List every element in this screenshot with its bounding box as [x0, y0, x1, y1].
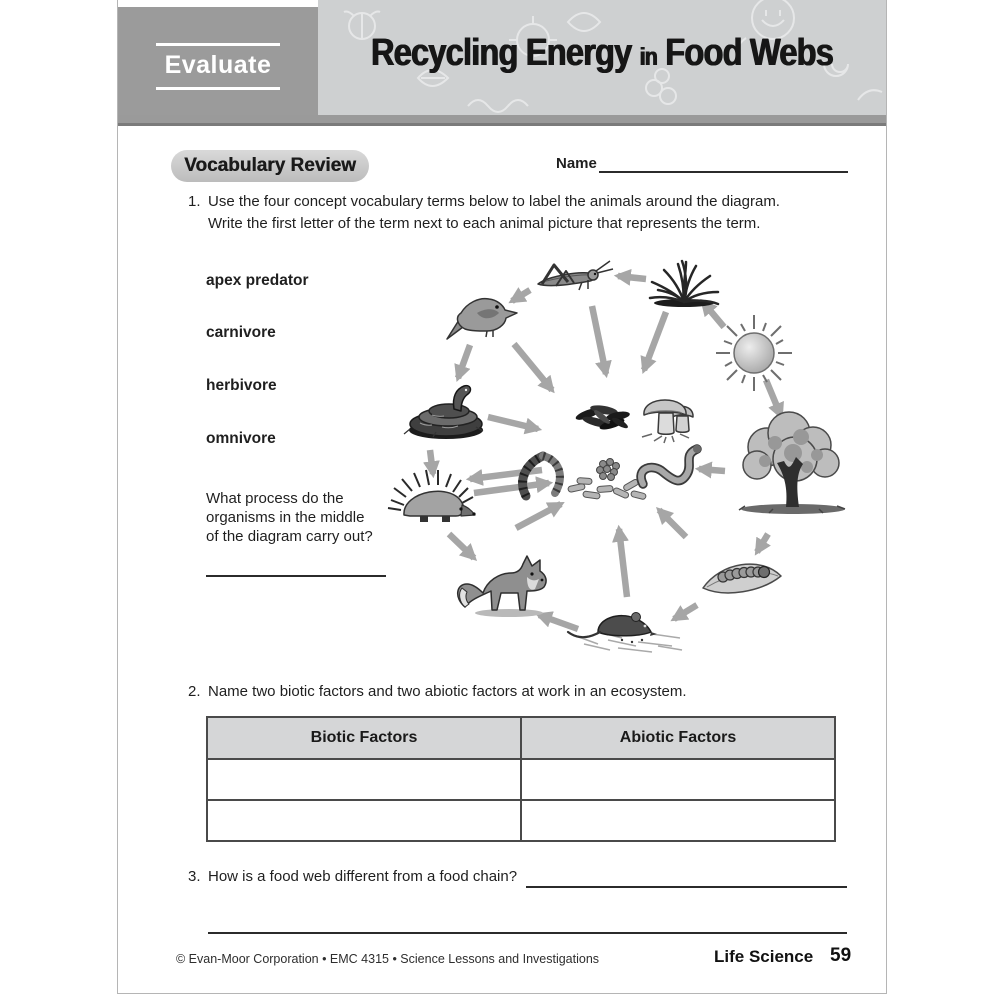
question-2-text: Name two biotic factors and two abiotic factors at work in an ecosystem.: [208, 683, 687, 700]
abiotic-cell-1[interactable]: [521, 759, 835, 800]
biotic-factors-header: Biotic Factors: [207, 717, 521, 759]
biotic-cell-2[interactable]: [207, 800, 521, 841]
leaf-litter-icon: [574, 404, 630, 432]
snake-icon: [404, 386, 483, 439]
question-3-number: 3.: [188, 868, 201, 885]
arrow-grasshopper-decomposers: [592, 306, 606, 374]
caterpillar-on-leaf-icon: [703, 564, 781, 593]
bird-icon: [447, 299, 517, 339]
footer-copyright: © Evan-Moor Corporation • EMC 4315 • Science Lessons and Investigations: [176, 952, 600, 966]
term-herbivore: herbivore: [206, 377, 277, 394]
arrow-hedgehog-decomposers: [474, 483, 549, 493]
mouse-icon: [568, 613, 682, 653]
question-3-answer-line-2[interactable]: [208, 917, 847, 934]
abiotic-cell-2[interactable]: [521, 800, 835, 841]
question-2: [188, 681, 848, 703]
term-omnivore: omnivore: [206, 430, 276, 447]
arrow-sun-grass: [703, 302, 724, 327]
footer-subject: Life Science: [714, 947, 814, 966]
question-1: [188, 191, 868, 235]
arrow-mouse-decomposers: [619, 529, 627, 597]
arrow-caterpillar-decomposers: [659, 510, 686, 537]
arrow-larvae-hedgehog: [470, 470, 542, 479]
evaluate-tab-label: Evaluate: [156, 43, 280, 90]
arrow-bird-snake: [458, 345, 470, 378]
header-title-layer: [318, 0, 886, 115]
arrow-snake-decomposers: [488, 417, 538, 429]
arrow-tree-worm: [699, 469, 725, 471]
arrow-grass-grasshopper: [618, 276, 646, 279]
name-write-line[interactable]: [599, 154, 848, 173]
middle-question: What process do the organisms in the middle of the diagram carry out?: [206, 490, 373, 545]
table-row: [207, 759, 835, 800]
bacteria-icon: [568, 459, 647, 500]
term-apex-predator: apex predator: [206, 272, 309, 289]
tree-icon: [739, 412, 845, 514]
biotic-cell-1[interactable]: [207, 759, 521, 800]
name-label: Name: [556, 155, 597, 172]
abiotic-factors-header: Abiotic Factors: [521, 717, 835, 759]
worksheet-page: [117, 0, 887, 994]
arrow-grass-decomposers: [644, 312, 666, 370]
table-row: [207, 800, 835, 841]
header-divider-strip: [118, 115, 886, 126]
footer-page-number: 59: [830, 945, 852, 966]
arrow-hedgehog-fox: [449, 534, 474, 558]
middle-question-answer-line[interactable]: [206, 560, 386, 577]
hedgehog-icon: [388, 470, 476, 522]
section-label: Vocabulary Review: [171, 150, 369, 182]
grass-icon: [650, 261, 718, 307]
mushrooms-icon: [642, 400, 693, 443]
arrow-caterpillar-mouse: [674, 605, 697, 619]
question-1-number: 1.: [188, 193, 201, 210]
question-3-text: How is a food web different from a food chain?: [208, 868, 518, 885]
fox-icon: [458, 556, 546, 617]
arrow-snake-hedgehog: [430, 450, 433, 474]
factors-table: [206, 716, 836, 842]
arrow-fox-decomposers: [516, 504, 561, 528]
question-1-text: Use the four concept vocabulary terms below to label the animals around the diagram. Write the first letter of the term next to each animal picture that represents the term.: [208, 193, 780, 232]
arrow-sun-tree: [766, 380, 781, 416]
grasshopper-icon: [538, 261, 613, 290]
arrow-tree-caterpillar: [757, 534, 768, 552]
larvae-icon: [523, 456, 560, 496]
worm-icon: [641, 445, 701, 484]
sun-icon: [716, 315, 792, 391]
arrow-mouse-fox: [539, 615, 578, 629]
arrow-bird-decomposers: [514, 344, 552, 390]
question-3-answer-line-1[interactable]: [526, 871, 847, 888]
arrow-grasshopper-bird: [512, 290, 530, 301]
header-tab-block: [118, 7, 318, 115]
term-carnivore: carnivore: [206, 324, 276, 341]
page-title: Recycling Energy in Food Webs: [370, 32, 834, 74]
food-web-diagram: [386, 248, 886, 668]
name-field-row: [556, 154, 848, 173]
question-2-number: 2.: [188, 683, 201, 700]
